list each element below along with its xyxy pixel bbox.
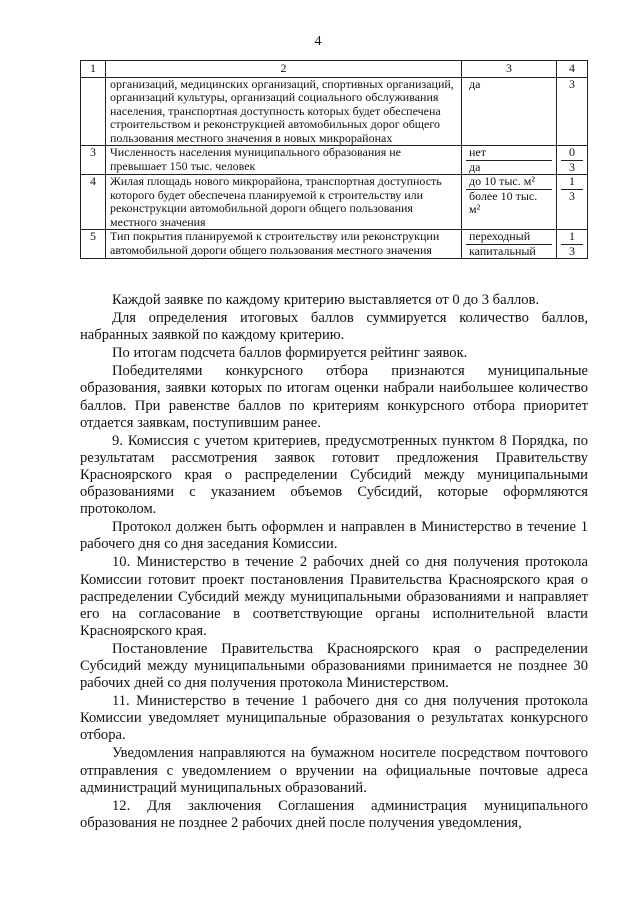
header-cell-4: 4 bbox=[557, 61, 588, 78]
option-value: более 10 тыс. м² bbox=[466, 189, 552, 217]
body-text bbox=[80, 292, 588, 833]
criterion-text: Жилая площадь нового микрорайона, транспортная доступность которого будет обеспечена планируемой к строительству или реконструкции автомобильной дороги общего пользования местного значения bbox=[106, 175, 462, 230]
option-score: 3 bbox=[561, 160, 583, 175]
row-number: 4 bbox=[81, 175, 106, 230]
option-value: да bbox=[469, 76, 481, 91]
paragraph: Протокол должен быть оформлен и направлен в Министерство в течение 1 рабочего дня со дня заседания Комиссии. bbox=[80, 519, 588, 553]
option-score: 3 bbox=[569, 76, 575, 91]
header-cell-3: 3 bbox=[462, 61, 557, 78]
row-number: 5 bbox=[81, 230, 106, 259]
page-number: 4 bbox=[314, 34, 322, 49]
paragraph: Постановление Правительства Красноярского края о распределении Субсидий между муниципальными образованиями принимается не позднее 30 рабочих дней со дня получения протокола Министерством. bbox=[80, 640, 588, 692]
option-value: да bbox=[466, 160, 552, 175]
table-row bbox=[81, 146, 588, 175]
option-score: 0 bbox=[569, 145, 575, 159]
row-number bbox=[81, 77, 106, 146]
criterion-text: Численность населения муниципального образования не превышает 150 тыс. человек bbox=[106, 146, 462, 175]
row-number: 3 bbox=[81, 146, 106, 175]
criterion-text: организаций, медицинских организаций, спортивных организаций, организаций культуры, организаций социального обслуживания населения, транспортная доступность которых будет обеспечена строительством и реконструкцией автомобильных дорог общего пользования местного значения в новых микрорайонах bbox=[106, 77, 462, 146]
option-value: капитальный bbox=[466, 244, 552, 259]
option-score: 1 bbox=[569, 229, 575, 243]
paragraph: 11. Министерство в течение 1 рабочего дня со дня получения протокола Комиссии уведомляет муниципальные образования о результатах конкурсного отбора. bbox=[80, 693, 588, 744]
option-value: нет bbox=[469, 145, 486, 159]
table-row bbox=[81, 230, 588, 259]
paragraph: 10. Министерство в течение 2 рабочих дней со дня получения протокола Комиссии готовит проект постановления Правительства Красноярского края о распределении Субсидий между муниципальными образованиями и направляет его на согласование в соответствующие органы исполнительной власти Красноярского края. bbox=[80, 554, 588, 639]
header-cell-2: 2 bbox=[106, 61, 462, 78]
paragraph: Для определения итоговых баллов суммируется количество баллов, набранных заявкой по каждому критерию. bbox=[80, 310, 588, 344]
option-score: 1 bbox=[569, 174, 575, 188]
paragraph: 12. Для заключения Соглашения администрация муниципального образования не позднее 2 рабочих дней после получения уведомления, bbox=[80, 797, 588, 831]
criterion-text: Тип покрытия планируемой к строительству или реконструкции автомобильной дороги общего пользования местного значения bbox=[106, 230, 462, 259]
table-header-row bbox=[81, 61, 588, 78]
paragraph: Каждой заявке по каждому критерию выставляется от 0 до 3 баллов. bbox=[112, 292, 540, 308]
option-value: переходный bbox=[469, 229, 531, 243]
table-row bbox=[81, 175, 588, 230]
option-value: до 10 тыс. м² bbox=[469, 174, 535, 188]
criteria-table bbox=[80, 60, 588, 259]
option-score: 3 bbox=[561, 189, 583, 217]
header-cell-1: 1 bbox=[81, 61, 106, 78]
paragraph: Победителями конкурсного отбора признаются муниципальные образования, заявки которых по итогам оценки набрали наибольшее количество баллов. При равенстве баллов по критериям конкурсного отбора приоритет отдается заявкам, поступившим ранее. bbox=[80, 363, 588, 431]
paragraph: 9. Комиссия с учетом критериев, предусмотренных пунктом 8 Порядка, по результатам рассмотрения заявок готовит предложения Правительству Красноярского края о распределении Субсидий между муниципальными образованиями с указанием объемов Субсидий, которые оформляются протоколом. bbox=[80, 432, 588, 518]
paragraph: Уведомления направляются на бумажном носителе посредством почтового отправления с уведомлением о вручении на официальные почтовые адреса администраций муниципальных образований. bbox=[80, 745, 588, 796]
table-row bbox=[81, 77, 588, 146]
option-score: 3 bbox=[561, 244, 583, 259]
paragraph: По итогам подсчета баллов формируется рейтинг заявок. bbox=[112, 345, 468, 362]
